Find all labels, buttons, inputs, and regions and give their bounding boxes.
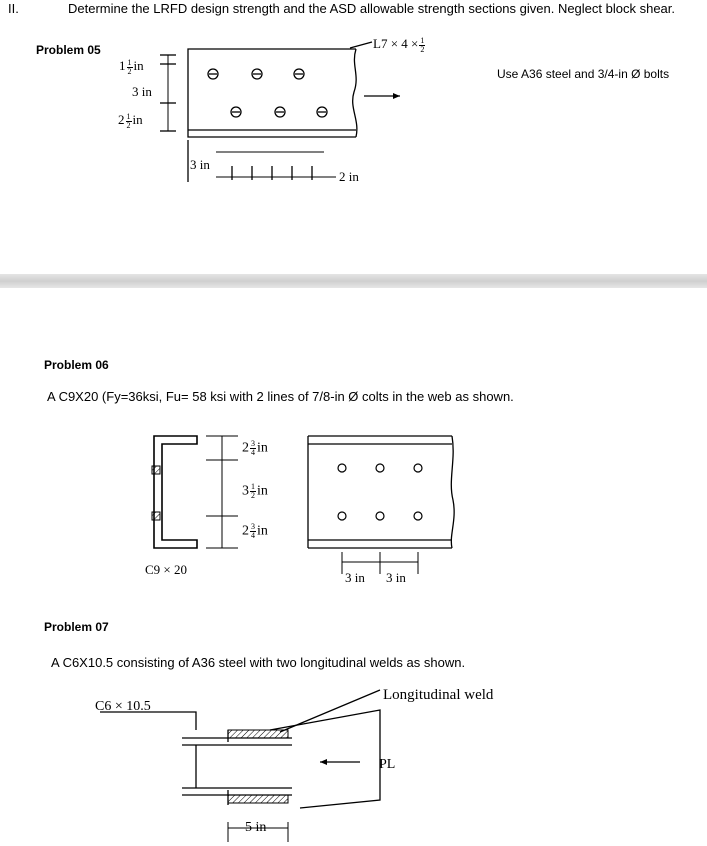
problem06-spacing-2: 3 in — [386, 570, 406, 585]
problem05-section-label: L7 × 4 × $\frac{1}{2}$ — [373, 35, 425, 54]
problem05-bolts — [208, 69, 327, 117]
problem07-weld-label: Longitudinal weld — [383, 687, 494, 703]
problem06-dim3: 2 $\frac{3}{4}$ in — [242, 522, 268, 540]
problem05-dim-right: 2 in — [339, 169, 359, 184]
instruction-text: Determine the LRFD design strength and the ASD allowable strength sections given. Neglect block shear. — [68, 1, 676, 16]
problem05-dim-mid: 3 in — [132, 84, 152, 99]
problem07-text: A C6X10.5 consisting of A36 steel with two longitudinal welds as shown. — [51, 655, 466, 670]
problem06-section-label: C9 × 20 — [145, 562, 188, 577]
problem05-dim-top: 1 $\frac{1}{2}$ in — [119, 57, 144, 76]
problem06-channel-section — [152, 436, 238, 548]
problem05-note: Use A36 steel and 3/4-in Ø bolts — [497, 67, 670, 81]
problem06-web-elevation — [308, 436, 454, 574]
problem07-section-label: C6 × 10.5 — [95, 699, 151, 714]
problem06-heading: Problem 06 — [44, 358, 109, 372]
problem06-dim2: 3 $\frac{1}{2}$ in — [242, 482, 268, 500]
problem05-heading: Problem 05 — [36, 43, 101, 57]
problem05-dim-left: 3 in — [190, 157, 210, 172]
problem07-plate-label: PL — [379, 757, 396, 772]
problem07-figure — [100, 690, 380, 842]
problem06-spacing-1: 3 in — [345, 570, 365, 585]
problem07-heading: Problem 07 — [44, 620, 109, 634]
section-number: II. — [8, 1, 19, 16]
problem05-dim-bot: 2 $\frac{1}{2}$ in — [118, 111, 143, 130]
problem07-length-label: 5 in — [245, 820, 267, 835]
problem06-text: A C9X20 (Fy=36ksi, Fu= 58 ksi with 2 lines of 7/8-in Ø colts in the web as shown. — [47, 389, 514, 404]
problem06-dim1: 2 $\frac{3}{4}$ in — [242, 439, 268, 457]
problem06-bolt-holes — [338, 464, 422, 520]
